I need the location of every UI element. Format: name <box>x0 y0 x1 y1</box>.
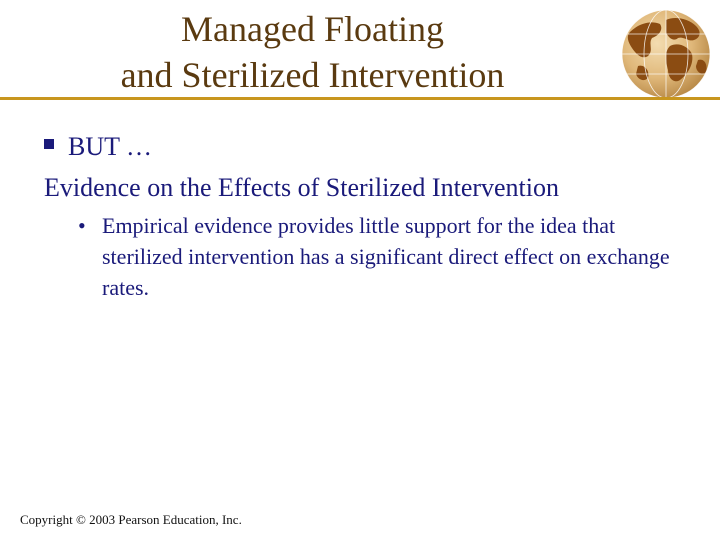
dot-bullet-icon: • <box>78 213 86 238</box>
square-bullet-icon <box>44 139 54 149</box>
globe-icon <box>608 2 718 98</box>
copyright-footer: Copyright © 2003 Pearson Education, Inc. <box>20 512 242 527</box>
title-line-2: and Sterilized Intervention <box>120 55 505 95</box>
sub-bullet-text: Empirical evidence provides little support for the idea that sterilized intervention has a significant direct effect on exchange rates. <box>102 213 670 300</box>
title-divider <box>0 97 720 100</box>
sub-bullet <box>78 210 678 303</box>
slide-title <box>60 6 565 98</box>
bullet-but-text: BUT … <box>68 132 153 161</box>
subheading: Evidence on the Effects of Sterilized Intervention <box>44 173 559 202</box>
title-line-1: Managed Floating <box>181 9 444 49</box>
bullet-but <box>44 130 152 164</box>
